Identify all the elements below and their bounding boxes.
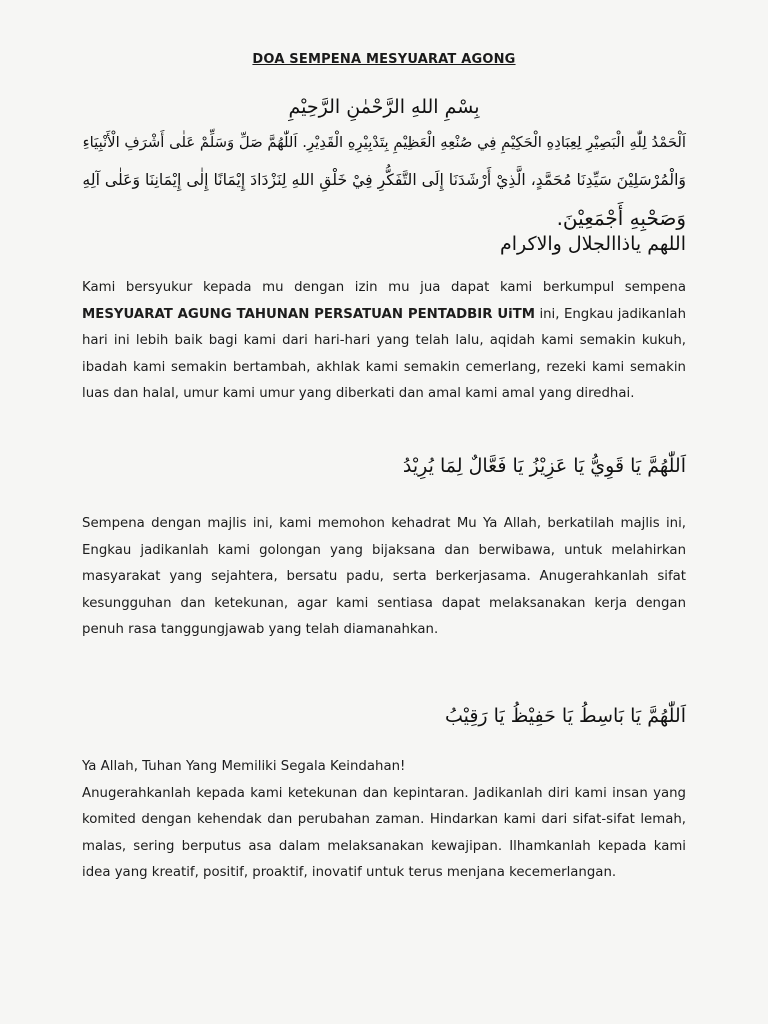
paragraph-text: Anugerahkanlah kepada kami ketekunan dan kepintaran. Jadikanlah diri kami insan yang komited dengan kehendak dan perubahan zaman. Hindarkan kami dari sifat-sifat lemah, malas, sering berputus asa dalam melaksanakan kewajipan. Ilhamkanlah kepada kami idea yang kreatif, positif, proaktif, inovatif untuk terus menjana kecemerlangan. <box>82 785 686 880</box>
paragraph-text: ini, Engkau jadikanlah hari ini lebih baik bagi kami dari hari-hari yang telah lalu, aqidah kami semakin kukuh, ibadah kami semakin bertambah, akhlak kami semakin cemerlang, rezeki kami semakin luas dan halal, umur kami umur yang diberkati dan amal kami amal yang diredhai. <box>82 306 686 401</box>
document-title: DOA SEMPENA MESYUARAT AGONG <box>252 52 516 67</box>
invocation-heading: اللهم ياذاالجلال والاكرام <box>500 233 686 255</box>
closing-greeting: Ya Allah, Tuhan Yang Memiliki Segala Keindahan! <box>82 759 406 774</box>
paragraph-blessing: Sempena dengan majlis ini, kami memohon kehadrat Mu Ya Allah, berkatilah majlis ini, Engkau jadikanlah kami golongan yang bijaksana dan berwibawa, untuk melahirkan masyarakat yang sejahtera, bersatu padu, serta berkerjasama. Anugerahkanlah sifat kesungguhan dan ketekunan, agar kami sentiasa dapat melaksanakan kerja dengan penuh rasa tanggungjawab yang telah diamanahkan. <box>82 516 686 637</box>
opening-arabic-line: وَالْمُرْسَلِيْنَ سَيِّدِنَا مُحَمَّدٍ، الَّذِيْ أَرْشَدَنَا إِلَى التَّفَكُّرِ فِيْ خَلْقِ اللهِ لِنَزْدَادَ إِيْمَانًا إِلٰى إِيْمَانِنَا وَعَلٰى آلِهِ <box>82 170 686 189</box>
event-name: MESYUARAT AGUNG TAHUNAN PERSATUAN PENTADBIR UiTM <box>82 306 535 322</box>
opening-arabic-line: وَصَحْبِهِ أَجْمَعِيْنَ. <box>556 206 686 230</box>
invocation-heading: اَللّٰهُمَّ يَا بَاسِطُ يَا حَفِيْظُ يَا رَقِيْبُ <box>444 705 686 727</box>
opening-arabic-line: اَلْحَمْدُ لِلّٰهِ الْبَصِيْرِ لِعِبَادِهِ الْحَكِيْمِ فِي صُنْعِهِ الْعَظِيْمِ بِتَدْبِيْرِهِ الْقَدِيْرِ. اَللّٰهُمَّ صَلِّ وَسَلِّمْ عَلٰى أَشْرَفِ الْأَنْبِيَاءِ <box>82 134 686 151</box>
paragraph-gratitude <box>82 275 686 408</box>
basmala: بِسْمِ اللهِ الرَّحْمٰنِ الرَّحِيْمِ <box>288 96 480 118</box>
paragraph-text: Kami bersyukur kepada mu dengan izin mu jua dapat kami berkumpul sempena <box>82 280 686 295</box>
invocation-heading: اَللّٰهُمَّ يَا قَوِيُّ يَا عَزِيْزُ يَا فَعَّالٌ لِمَا يُرِيْدُ <box>402 455 686 477</box>
paragraph-closing <box>82 754 686 887</box>
